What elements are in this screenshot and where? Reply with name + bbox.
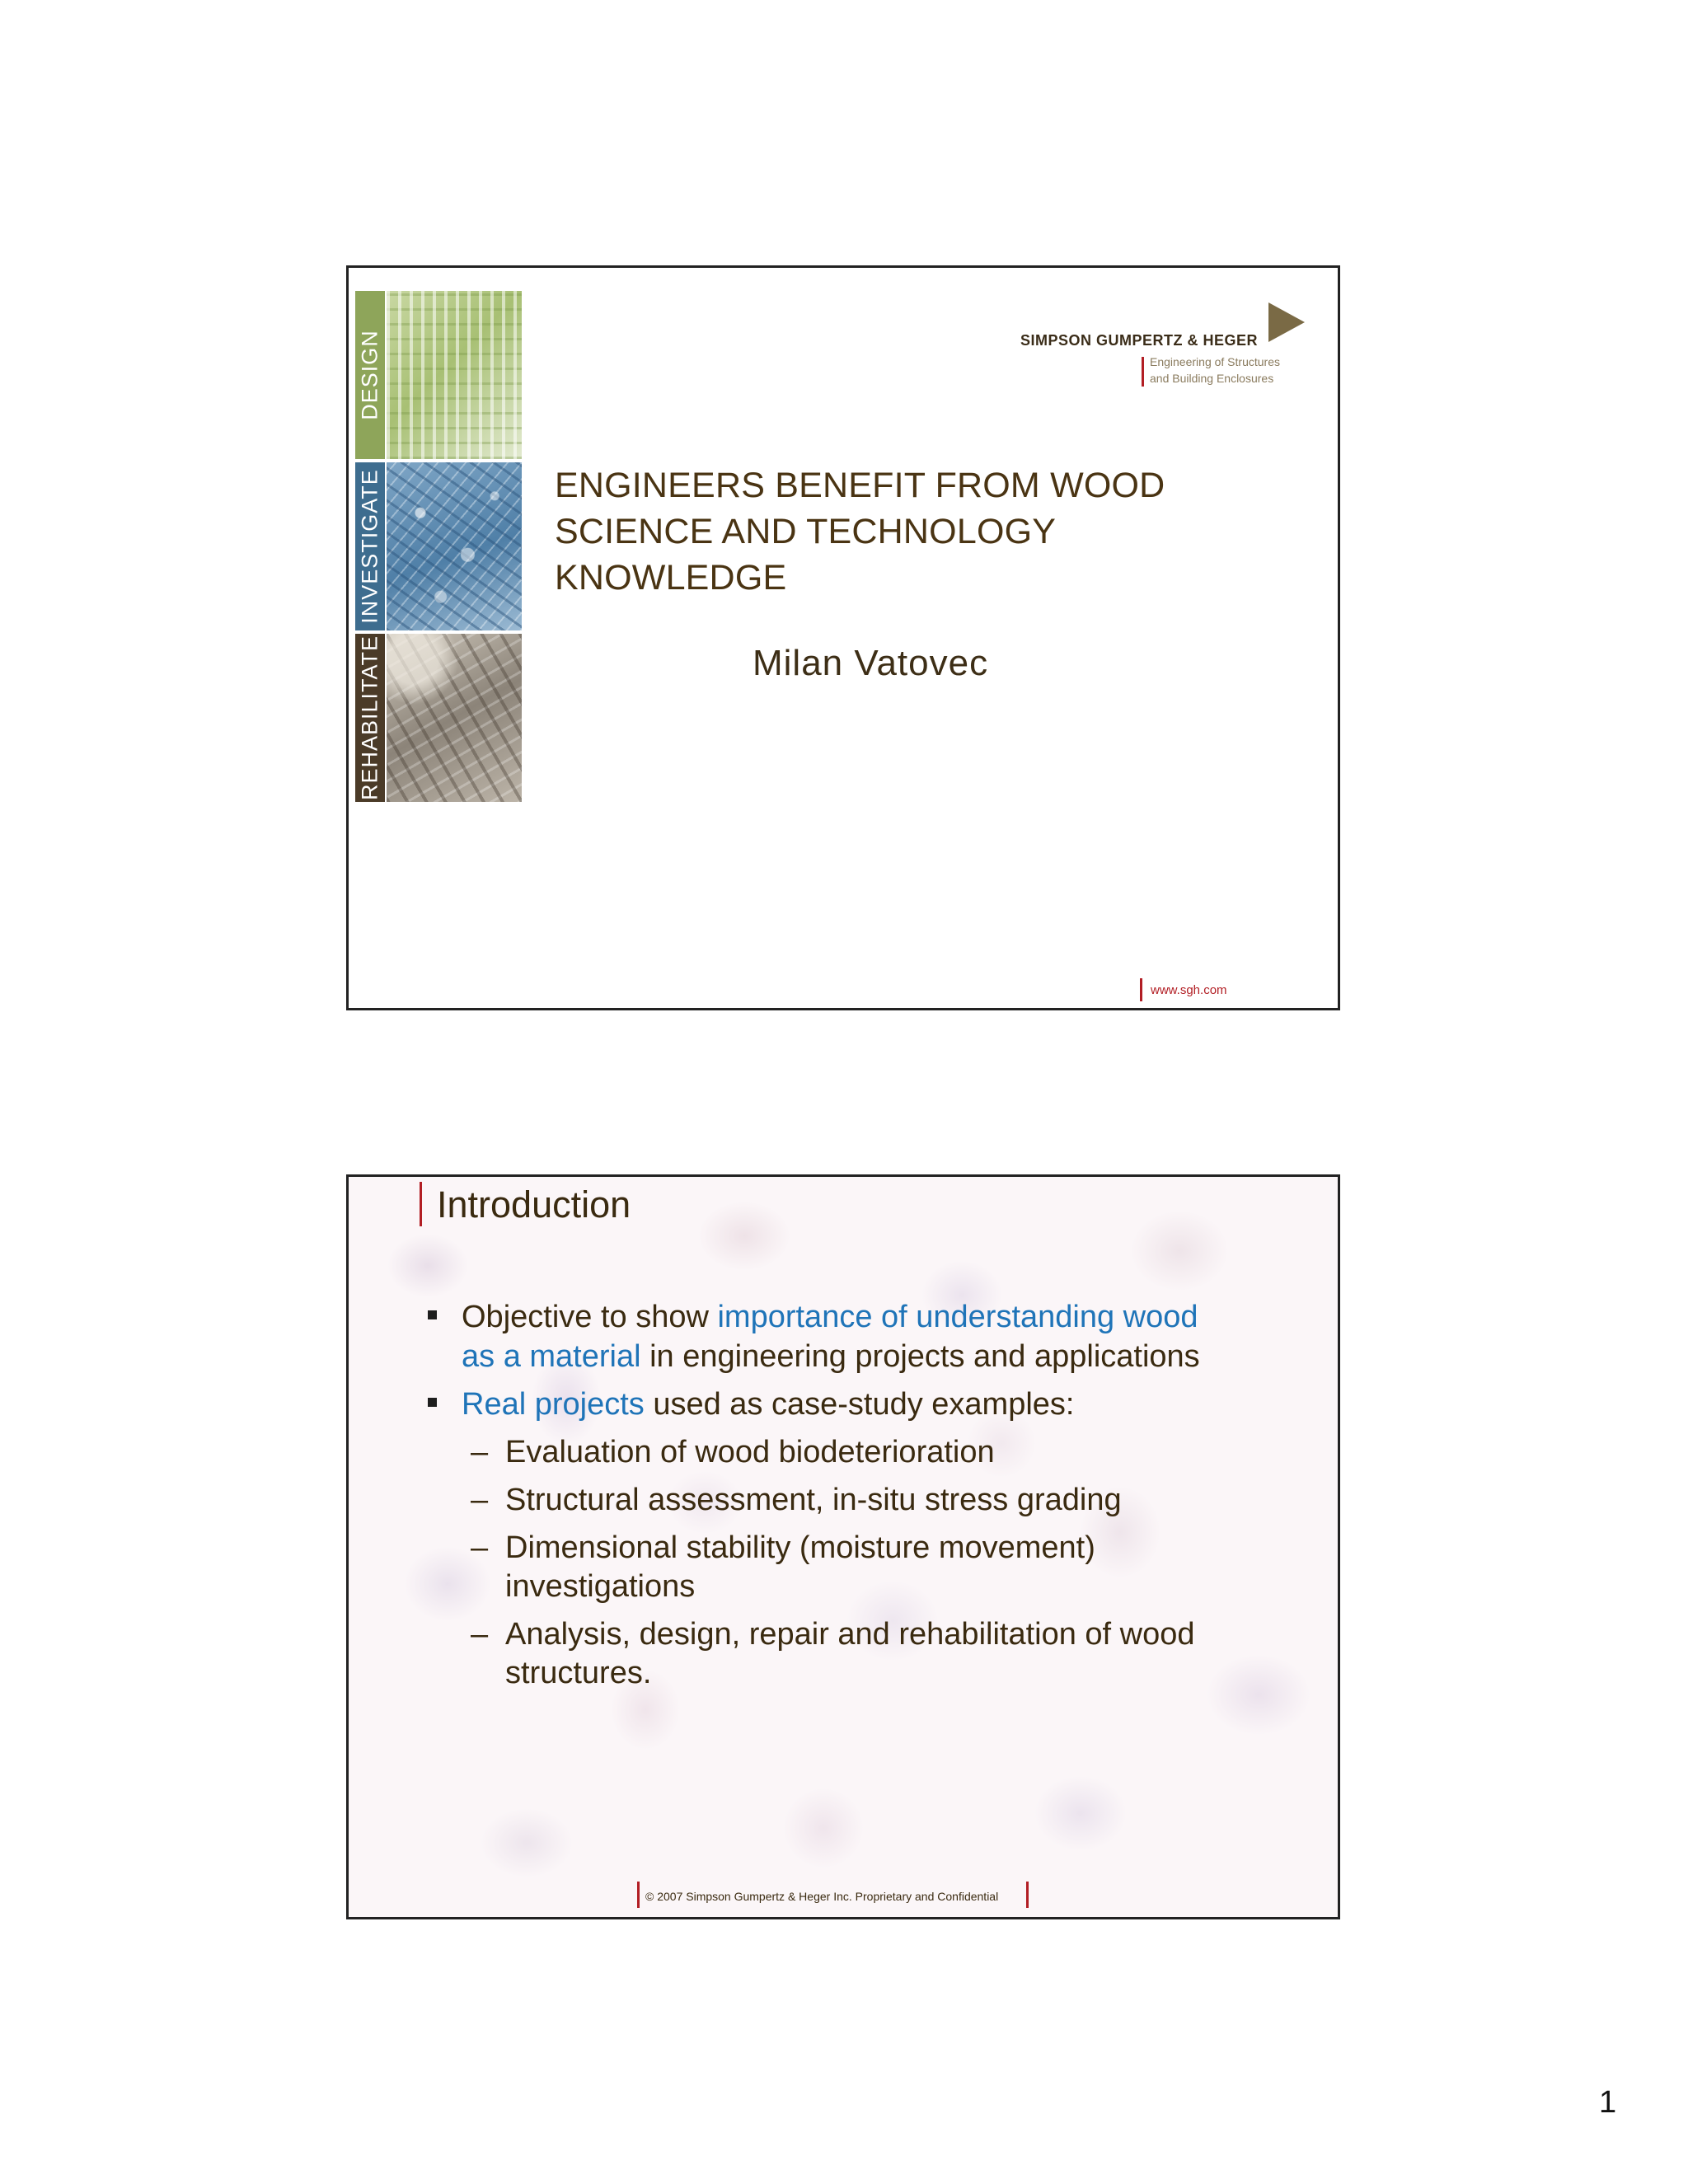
bullet-2-highlight: Real projects bbox=[462, 1387, 645, 1422]
sub-item-1: Evaluation of wood biodeterioration bbox=[505, 1435, 995, 1469]
investigate-label: INVESTIGATE bbox=[357, 469, 382, 624]
slide-title-line-2: SCIENCE AND TECHNOLOGY bbox=[555, 512, 1057, 551]
website-link[interactable]: www.sgh.com bbox=[1151, 983, 1227, 997]
rehabilitate-band bbox=[355, 634, 385, 802]
dash-bullet-icon: – bbox=[471, 1483, 489, 1517]
introduction-slide bbox=[346, 1174, 1340, 1919]
slide-title-line-3: KNOWLEDGE bbox=[555, 558, 787, 598]
square-bullet-icon bbox=[428, 1310, 437, 1319]
square-bullet-icon bbox=[428, 1398, 437, 1407]
footer-accent-bar-right bbox=[1026, 1882, 1029, 1908]
footer-accent-bar-left bbox=[637, 1882, 640, 1908]
sub-item-4-line-1: Analysis, design, repair and rehabilitation of wood bbox=[505, 1617, 1195, 1652]
bullet-1-highlight-2: as a material bbox=[462, 1339, 641, 1374]
bullet-1-line-1 bbox=[462, 1301, 1198, 1333]
shattered-glass-image bbox=[387, 462, 522, 630]
title-slide bbox=[346, 265, 1340, 1010]
logo-tagline-line-1: Engineering of Structures bbox=[1150, 355, 1280, 368]
rehabilitate-photo-panel bbox=[355, 634, 522, 802]
design-photo-panel bbox=[355, 291, 522, 459]
building-facade-image bbox=[387, 291, 522, 459]
investigate-photo-panel bbox=[355, 462, 522, 630]
slide-title-line-1: ENGINEERS BENEFIT FROM WOOD bbox=[555, 466, 1165, 505]
logo-accent-bar bbox=[1142, 357, 1144, 387]
bullet-2-line bbox=[462, 1389, 1074, 1420]
bullet-1-highlight: importance of understanding wood bbox=[717, 1300, 1198, 1334]
dash-bullet-icon: – bbox=[471, 1617, 489, 1652]
author-name: Milan Vatovec bbox=[753, 643, 989, 683]
company-logo-name: SIMPSON GUMPERTZ & HEGER bbox=[1020, 332, 1259, 349]
investigate-band bbox=[355, 462, 385, 630]
dome-ceiling-image bbox=[387, 634, 522, 802]
url-accent-bar bbox=[1140, 978, 1142, 1001]
slide-title: Introduction bbox=[437, 1183, 631, 1226]
bullet-1-text-2: in engineering projects and applications bbox=[640, 1339, 1200, 1374]
page-number: 1 bbox=[1599, 2085, 1617, 2120]
design-label: DESIGN bbox=[357, 330, 382, 420]
design-band bbox=[355, 291, 385, 459]
logo-tagline-line-2: and Building Enclosures bbox=[1150, 372, 1274, 385]
rehabilitate-label: REHABILITATE bbox=[357, 635, 382, 801]
bullet-1-text: Objective to show bbox=[462, 1300, 718, 1334]
sub-item-3-line-1: Dimensional stability (moisture movement) bbox=[505, 1530, 1095, 1565]
sub-item-2: Structural assessment, in-situ stress grading bbox=[505, 1483, 1122, 1517]
copyright-footer: © 2007 Simpson Gumpertz & Heger Inc. Proprietary and Confidential bbox=[645, 1890, 999, 1903]
bullet-1-line-2 bbox=[462, 1341, 1200, 1372]
bullet-2-text: used as case-study examples: bbox=[644, 1387, 1075, 1422]
sub-item-4-line-2: structures. bbox=[505, 1656, 652, 1690]
sub-item-3-line-2: investigations bbox=[505, 1569, 696, 1604]
dash-bullet-icon: – bbox=[471, 1530, 489, 1565]
bullet-list bbox=[349, 1177, 1338, 1917]
dash-bullet-icon: – bbox=[471, 1435, 489, 1469]
logo-triangle-icon bbox=[1268, 302, 1305, 342]
